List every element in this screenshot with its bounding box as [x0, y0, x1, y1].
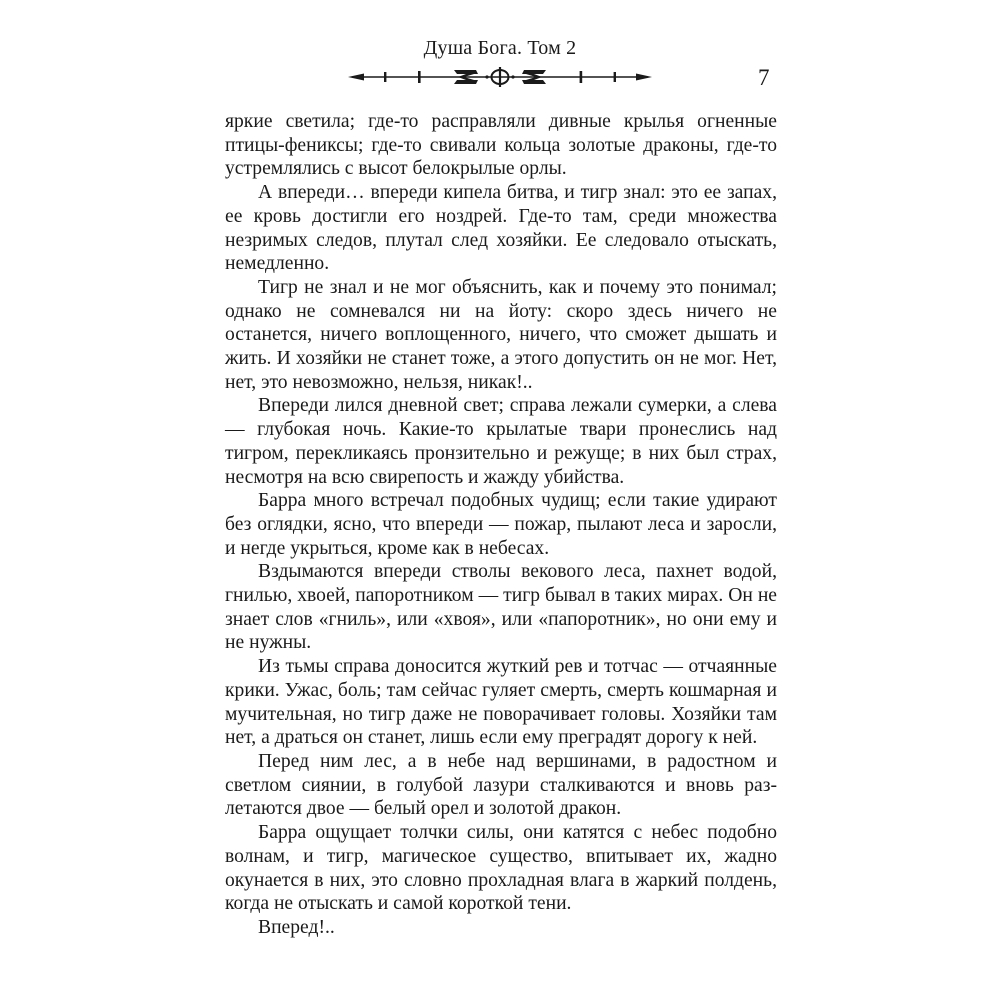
- paragraph: Из тьмы справа доносится жуткий рев и тотчас — отчаянные крики. Ужас, боль; там сейчас гуляет смерть, смерть кошмарная и мучительная, но тигр даже не поворачивает головы. Хозяйки там нет, а драться он станет, лишь если ему преградят дорогу к ней.: [225, 656, 777, 749]
- page-number: 7: [758, 65, 770, 90]
- decorative-rule-icon: [348, 66, 652, 88]
- paragraph: Барра много встречал подобных чудищ; если такие удирают без оглядки, ясно, что впереди — пожар, пылают леса и заросли, и негде укрыться, кроме как в небесах.: [225, 490, 777, 559]
- paragraph: Перед ним лес, а в небе над вершинами, в радостном и светлом сиянии, в голубой лазури сталкиваются и вновь разлетаются двое — белый орел и золотой дракон.: [225, 750, 777, 820]
- paragraph: Вздымаются впереди стволы векового леса, пахнет водой, гнилью, хвоей, папоротником — тигр бывал в таких мирах. Он не знает слов «гниль», или «хвоя», или «папоротник», но они ему и не нужны.: [225, 561, 777, 654]
- paragraph: Вперед!..: [258, 916, 335, 938]
- body-text: [225, 110, 777, 940]
- paragraph: Барра ощущает толчки силы, они катятся с небес подобно волнам, и тигр, магическое существо, впитывает их, жадно окунается в них, это словно прохладная влага в жаркий полдень, когда не отыскать и самой короткой тени.: [225, 822, 777, 915]
- running-title: Душа Бога. Том 2: [423, 37, 577, 59]
- paragraph: А впереди… впереди кипела битва, и тигр знал: это ее запах, ее кровь достигли его ноздрей. Где-то там, среди множества незримых следов, плутал след хозяйки. Ее следовало отыскать, немедленно.: [225, 182, 777, 275]
- paragraph: Впереди лился дневной свет; справа лежали сумерки, а слева — глубокая ночь. Какие-то крылатые твари пронеслись над тигром, перекликаясь пронзительно и режуще; в них был страх, несмотря на всю свирепость и жажду убийства.: [225, 395, 777, 488]
- paragraph: яркие светила; где-то расправляли дивные крылья огненные птицы-фениксы; где-то свивали кольца золотые драконы, где-то устремлялись с высот белокрылые орлы.: [225, 111, 777, 180]
- paragraph: Тигр не знал и не мог объяснить, как и почему это понимал; однако не сомневался ни на йоту: скоро здесь ничего не останется, ничего воплощенного, ничего, что сможет дышать и жить. И хозяйки не станет тоже, а этого допустить он не мог. Нет, нет, это невозможно, нельзя, никак!..: [225, 276, 777, 393]
